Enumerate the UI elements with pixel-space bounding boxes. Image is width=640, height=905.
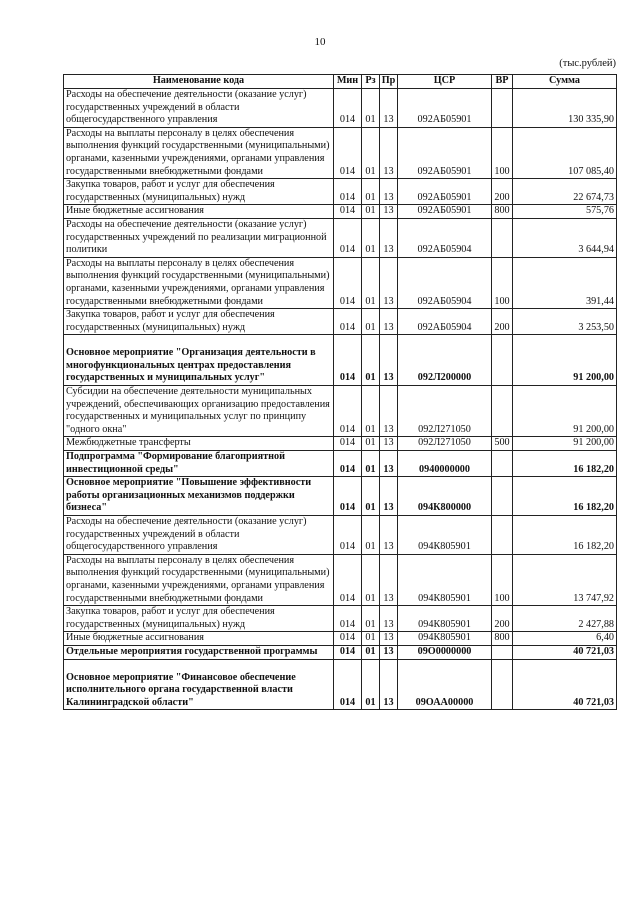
cell-vr: 100 bbox=[492, 257, 513, 308]
cell-vr bbox=[492, 516, 513, 555]
table-header-row bbox=[64, 75, 617, 89]
cell-csr: 092АБ05901 bbox=[398, 205, 492, 219]
cell-name: Расходы на выплаты персоналу в целях обеспечения выполнения функций государственными (муниципальными) органами, казенными учреждениями, органами управления государственными внебюджетными фондами bbox=[64, 257, 334, 308]
cell-sum: 91 200,00 bbox=[513, 386, 617, 437]
cell-csr: 09О0000000 bbox=[398, 645, 492, 659]
cell-pr: 13 bbox=[380, 257, 398, 308]
cell-pr: 13 bbox=[380, 89, 398, 128]
cell-pr: 13 bbox=[380, 451, 398, 477]
cell-vr bbox=[492, 335, 513, 386]
cell-min: 014 bbox=[334, 451, 362, 477]
cell-name: Субсидии на обеспечение деятельности муниципальных учреждений, обеспечивающих организацию предоставления государственных и муниципальных услуг по принципу "одного окна" bbox=[64, 386, 334, 437]
table-row bbox=[64, 386, 617, 437]
cell-name: Иные бюджетные ассигнования bbox=[64, 205, 334, 219]
table-row bbox=[64, 645, 617, 659]
table-row bbox=[64, 554, 617, 605]
table-row bbox=[64, 179, 617, 205]
cell-csr: 092Л200000 bbox=[398, 335, 492, 386]
cell-name: Расходы на выплаты персоналу в целях обеспечения выполнения функций государственными (муниципальными) органами, казенными учреждениями, органами управления государственными внебюджетными фондами bbox=[64, 554, 334, 605]
cell-sum: 391,44 bbox=[513, 257, 617, 308]
cell-sum: 6,40 bbox=[513, 632, 617, 646]
table-row bbox=[64, 606, 617, 632]
cell-min: 014 bbox=[334, 554, 362, 605]
cell-vr: 500 bbox=[492, 437, 513, 451]
cell-vr bbox=[492, 645, 513, 659]
cell-min: 014 bbox=[334, 205, 362, 219]
cell-rz: 01 bbox=[362, 437, 380, 451]
cell-pr: 13 bbox=[380, 477, 398, 516]
cell-pr: 13 bbox=[380, 309, 398, 335]
table-row bbox=[64, 451, 617, 477]
cell-rz: 01 bbox=[362, 386, 380, 437]
table-row bbox=[64, 335, 617, 386]
cell-rz: 01 bbox=[362, 606, 380, 632]
cell-vr bbox=[492, 477, 513, 516]
cell-sum: 107 085,40 bbox=[513, 127, 617, 178]
cell-pr: 13 bbox=[380, 437, 398, 451]
table-row bbox=[64, 477, 617, 516]
cell-csr: 092АБ05901 bbox=[398, 127, 492, 178]
cell-csr: 092АБ05904 bbox=[398, 309, 492, 335]
cell-rz: 01 bbox=[362, 516, 380, 555]
cell-rz: 01 bbox=[362, 127, 380, 178]
cell-name: Основное мероприятие "Финансовое обеспечение исполнительного органа государственной власти Калининградской области" bbox=[64, 659, 334, 710]
cell-vr: 100 bbox=[492, 554, 513, 605]
cell-name: Расходы на выплаты персоналу в целях обеспечения выполнения функций государственными (муниципальными) органами, казенными учреждениями, органами управления государственными внебюджетными фондами bbox=[64, 127, 334, 178]
cell-min: 014 bbox=[334, 218, 362, 257]
cell-csr: 092АБ05904 bbox=[398, 257, 492, 308]
cell-min: 014 bbox=[334, 645, 362, 659]
cell-rz: 01 bbox=[362, 179, 380, 205]
cell-rz: 01 bbox=[362, 477, 380, 516]
cell-sum: 13 747,92 bbox=[513, 554, 617, 605]
cell-vr bbox=[492, 386, 513, 437]
cell-sum: 16 182,20 bbox=[513, 477, 617, 516]
table-body bbox=[64, 89, 617, 710]
table-row bbox=[64, 218, 617, 257]
cell-vr: 100 bbox=[492, 127, 513, 178]
cell-vr bbox=[492, 218, 513, 257]
cell-name: Закупка товаров, работ и услуг для обеспечения государственных (муниципальных) нужд bbox=[64, 179, 334, 205]
cell-pr: 13 bbox=[380, 632, 398, 646]
table-row bbox=[64, 632, 617, 646]
cell-pr: 13 bbox=[380, 645, 398, 659]
cell-vr: 800 bbox=[492, 632, 513, 646]
cell-pr: 13 bbox=[380, 516, 398, 555]
cell-sum: 575,76 bbox=[513, 205, 617, 219]
cell-csr: 09ОАА00000 bbox=[398, 659, 492, 710]
cell-rz: 01 bbox=[362, 309, 380, 335]
table-row bbox=[64, 516, 617, 555]
cell-csr: 094К805901 bbox=[398, 606, 492, 632]
cell-name: Межбюджетные трансферты bbox=[64, 437, 334, 451]
cell-sum: 91 200,00 bbox=[513, 437, 617, 451]
table-row bbox=[64, 127, 617, 178]
table-row bbox=[64, 437, 617, 451]
header-sum: Сумма bbox=[513, 75, 617, 89]
cell-name: Закупка товаров, работ и услуг для обеспечения государственных (муниципальных) нужд bbox=[64, 606, 334, 632]
cell-csr: 0940000000 bbox=[398, 451, 492, 477]
cell-csr: 092Л271050 bbox=[398, 437, 492, 451]
cell-min: 014 bbox=[334, 437, 362, 451]
cell-name: Основное мероприятие "Организация деятельности в многофункциональных центрах предоставления государственных и муниципальных услуг" bbox=[64, 335, 334, 386]
table-row bbox=[64, 89, 617, 128]
cell-sum: 2 427,88 bbox=[513, 606, 617, 632]
table-row bbox=[64, 659, 617, 710]
unit-note: (тыс.рублей) bbox=[559, 58, 616, 69]
cell-sum: 16 182,20 bbox=[513, 451, 617, 477]
cell-csr: 092Л271050 bbox=[398, 386, 492, 437]
cell-rz: 01 bbox=[362, 451, 380, 477]
cell-csr: 092АБ05904 bbox=[398, 218, 492, 257]
cell-pr: 13 bbox=[380, 606, 398, 632]
cell-pr: 13 bbox=[380, 179, 398, 205]
cell-rz: 01 bbox=[362, 218, 380, 257]
cell-pr: 13 bbox=[380, 205, 398, 219]
cell-name: Иные бюджетные ассигнования bbox=[64, 632, 334, 646]
cell-sum: 40 721,03 bbox=[513, 659, 617, 710]
cell-csr: 092АБ05901 bbox=[398, 179, 492, 205]
header-pr: Пр bbox=[380, 75, 398, 89]
cell-min: 014 bbox=[334, 606, 362, 632]
cell-sum: 91 200,00 bbox=[513, 335, 617, 386]
cell-csr: 094К805901 bbox=[398, 554, 492, 605]
table-row bbox=[64, 257, 617, 308]
cell-min: 014 bbox=[334, 257, 362, 308]
cell-vr: 200 bbox=[492, 179, 513, 205]
cell-name: Расходы на обеспечение деятельности (оказание услуг) государственных учреждений в области общегосударственного управления bbox=[64, 89, 334, 128]
cell-rz: 01 bbox=[362, 205, 380, 219]
cell-min: 014 bbox=[334, 179, 362, 205]
cell-sum: 22 674,73 bbox=[513, 179, 617, 205]
cell-min: 014 bbox=[334, 632, 362, 646]
cell-min: 014 bbox=[334, 127, 362, 178]
cell-csr: 094К805901 bbox=[398, 632, 492, 646]
cell-min: 014 bbox=[334, 477, 362, 516]
cell-min: 014 bbox=[334, 309, 362, 335]
cell-name: Расходы на обеспечение деятельности (оказание услуг) государственных учреждений по реализации миграционной политики bbox=[64, 218, 334, 257]
header-rz: Рз bbox=[362, 75, 380, 89]
cell-rz: 01 bbox=[362, 645, 380, 659]
cell-min: 014 bbox=[334, 659, 362, 710]
cell-vr bbox=[492, 659, 513, 710]
cell-pr: 13 bbox=[380, 554, 398, 605]
header-min: Мин bbox=[334, 75, 362, 89]
cell-pr: 13 bbox=[380, 127, 398, 178]
cell-min: 014 bbox=[334, 89, 362, 128]
cell-pr: 13 bbox=[380, 386, 398, 437]
cell-csr: 092АБ05901 bbox=[398, 89, 492, 128]
cell-sum: 3 253,50 bbox=[513, 309, 617, 335]
cell-name: Расходы на обеспечение деятельности (оказание услуг) государственных учреждений в области общегосударственного управления bbox=[64, 516, 334, 555]
cell-pr: 13 bbox=[380, 659, 398, 710]
table-row bbox=[64, 205, 617, 219]
cell-name: Отдельные мероприятия государственной программы bbox=[64, 645, 334, 659]
table-row bbox=[64, 309, 617, 335]
cell-rz: 01 bbox=[362, 554, 380, 605]
cell-min: 014 bbox=[334, 386, 362, 437]
header-vr: ВР bbox=[492, 75, 513, 89]
cell-min: 014 bbox=[334, 335, 362, 386]
cell-rz: 01 bbox=[362, 335, 380, 386]
header-name: Наименование кода bbox=[64, 75, 334, 89]
cell-name: Основное мероприятие "Повышение эффективности работы организационных механизмов поддержки бизнеса" bbox=[64, 477, 334, 516]
cell-vr bbox=[492, 89, 513, 128]
cell-rz: 01 bbox=[362, 659, 380, 710]
cell-pr: 13 bbox=[380, 218, 398, 257]
cell-vr: 200 bbox=[492, 309, 513, 335]
cell-csr: 094К805901 bbox=[398, 516, 492, 555]
cell-sum: 3 644,94 bbox=[513, 218, 617, 257]
cell-name: Подпрограмма "Формирование благоприятной инвестиционной среды" bbox=[64, 451, 334, 477]
cell-rz: 01 bbox=[362, 89, 380, 128]
cell-sum: 130 335,90 bbox=[513, 89, 617, 128]
budget-table bbox=[63, 74, 617, 710]
cell-vr: 200 bbox=[492, 606, 513, 632]
cell-vr bbox=[492, 451, 513, 477]
cell-pr: 13 bbox=[380, 335, 398, 386]
cell-name: Закупка товаров, работ и услуг для обеспечения государственных (муниципальных) нужд bbox=[64, 309, 334, 335]
page-number: 10 bbox=[314, 36, 326, 48]
cell-sum: 40 721,03 bbox=[513, 645, 617, 659]
cell-min: 014 bbox=[334, 516, 362, 555]
header-csr: ЦСР bbox=[398, 75, 492, 89]
cell-vr: 800 bbox=[492, 205, 513, 219]
cell-rz: 01 bbox=[362, 632, 380, 646]
cell-sum: 16 182,20 bbox=[513, 516, 617, 555]
cell-csr: 094К800000 bbox=[398, 477, 492, 516]
cell-rz: 01 bbox=[362, 257, 380, 308]
